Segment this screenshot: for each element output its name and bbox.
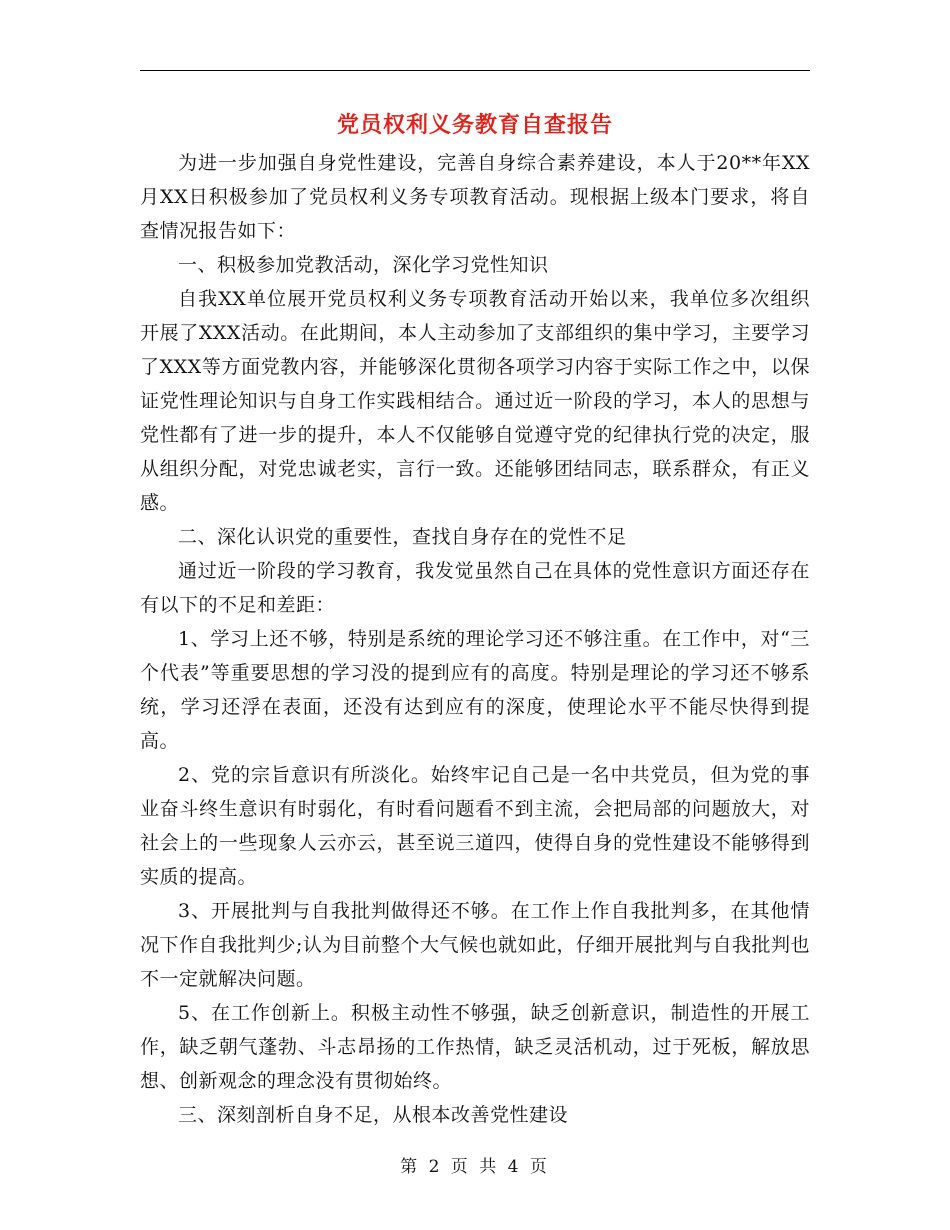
section-heading-1: 一、积极参加党教活动，深化学习党性知识	[178, 254, 549, 276]
header-rule	[140, 70, 810, 71]
section-heading-2: 二、深化认识党的重要性，查找自身存在的党性不足	[178, 526, 627, 548]
paragraph: 通过近一阶段的学习教育，我发觉虽然自己在具体的党性意识方面还存在有以下的不足和差距：	[140, 560, 810, 616]
document-title: 党员权利义务教育自查报告	[336, 112, 613, 138]
list-item-1: 1、学习上还不够，特别是系统的理论学习还不够注重。在工作中，对“三个代表”等重要思想的学习没的提到应有的高度。特别是理论的学习还不够系统，学习还浮在表面，还没有达到应有的深度，使理论水平不能尽快得到提高。	[140, 628, 810, 752]
paragraph-intro: 为进一步加强自身党性建设，完善自身综合素养建设，本人于20**年XX月XX日积极参加了党员权利义务专项教育活动。现根据上级本门要求，将自查情况报告如下：	[140, 152, 810, 242]
section-heading-3: 三、深刻剖析自身不足，从根本改善党性建设	[178, 1104, 569, 1126]
list-item-3: 3、开展批判与自我批判做得还不够。在工作上作自我批判多，在其他情况下作自我批判少;认为目前整个大气候也就如此，仔细开展批判与自我批判也不一定就解决问题。	[140, 900, 810, 990]
paragraph: 自我XX单位展开党员权利义务专项教育活动开始以来，我单位多次组织开展了XXX活动。在此期间，本人主动参加了支部组织的集中学习，主要学习了XXX等方面党教内容，并能够深化贯彻各项学习内容于实际工作之中，以保证党性理论知识与自身工作实践相结合。通过近一阶段的学习，本人的思想与党性都有了进一步的提升，本人不仅能够自觉遵守党的纪律执行党的决定，服从组织分配，对党忠诚老实，言行一致。还能够团结同志，联系群众，有正义感。	[140, 288, 810, 514]
list-item-2: 2、党的宗旨意识有所淡化。始终牢记自己是一名中共党员，但为党的事业奋斗终生意识有时弱化，有时看问题看不到主流，会把局部的问题放大，对社会上的一些现象人云亦云，甚至说三道四，使得自身的党性建设不能够得到实质的提高。	[140, 764, 810, 888]
page-number-footer: 第 2 页 共 4 页	[400, 1157, 550, 1177]
list-item-5: 5、在工作创新上。积极主动性不够强，缺乏创新意识，制造性的开展工作，缺乏朝气蓬勃、斗志昂扬的工作热情，缺乏灵活机动，过于死板，解放思想、创新观念的理念没有贯彻始终。	[140, 1002, 810, 1092]
document-body	[140, 146, 810, 1132]
